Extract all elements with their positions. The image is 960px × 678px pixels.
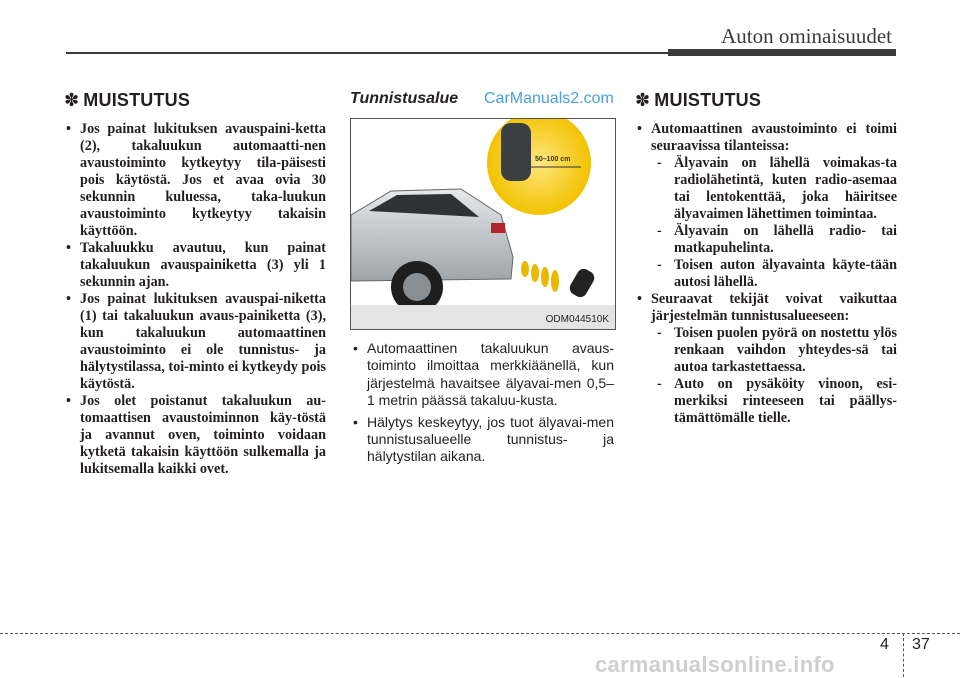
signal-waves: [521, 261, 559, 292]
sub-item: - Älyavain on lähellä voimakas-ta radiolähetintä, kuten radio-asemaa tai lentokenttää, joka häiritsee älyavaimen lähettimen toimintaa.: [651, 155, 897, 223]
sub-item: - Toisen puolen pyörä on nostettu ylös renkaan vaihdon yhteydes-sä tai autoa tarkastettaessa.: [651, 325, 897, 376]
note-list: [64, 121, 326, 478]
sub-list: [651, 325, 897, 427]
list-item: • Takaluukku avautuu, kun painat takaluukun avauspainiketta (3) yli 1 sekunnin ajan.: [64, 240, 326, 291]
list-item: • Jos painat lukituksen avauspaini-ketta (2), takaluukun automaatti-nen avaustoiminto kytkeytyy tila-päisesti pois käytöstä. Jos et avaa ovia 30 sekunnin kuluessa, taka-luukun avaustoiminto kytkeytyy takaisin käyttöön.: [64, 121, 326, 240]
list-item: • Automaattinen avaustoiminto ei toimi seuraavissa tilanteissa: - Älyavain on lähellä voimakas-ta radiolähetintä, kuten radio-asemaa tai lentokenttää, joka häiritsee älyavaimen lähettimen toimintaa. - Älyavain on lähellä radio- tai matkapuhelinta. - Toisen auton älyavainta käyte-tään autosi lähellä.: [635, 121, 897, 291]
sub-list: [651, 155, 897, 291]
column-middle: [350, 90, 615, 112]
note-symbol: ✽: [635, 90, 651, 111]
detection-list: [350, 340, 614, 470]
footer-divider: [903, 633, 904, 677]
note-heading: ✽ MUISTUTUS: [635, 90, 762, 111]
sub-item: - Auto on pysäköity vinoon, esi-merkiksi rinteeseen tai päällys-tämättömälle tielle.: [651, 376, 897, 427]
section-number: 4: [880, 636, 889, 653]
header-title: Auton ominaisuudet: [721, 24, 892, 48]
note-heading: ✽ MUISTUTUS: [64, 90, 191, 111]
tailgate-detail: [501, 123, 531, 181]
list-item: • Jos olet poistanut takaluukun au-tomaattisen avaustoiminnon käy-töstä ja avannut oven, toiminto voidaan kytketä takaisin käyttöön sulkemalla ja lukitsemalla kaikki ovet.: [64, 393, 326, 478]
tail-light: [491, 223, 505, 233]
section-heading: Tunnistusalue CarManuals2.com: [350, 90, 614, 107]
distance-label: 50–100 cm: [535, 156, 571, 163]
list-item: • Automaattinen takaluukun avaus-toiminto ilmoittaa merkkiäänellä, kun järjestelmä havaitsee älyavai-men 0,5–1 metrin päässä takaluu-kusta.: [350, 340, 614, 410]
column-right: [635, 90, 897, 427]
list-item: • Seuraavat tekijät voivat vaikuttaa järjestelmän tunnistusalueeseen: - Toisen puolen pyörä on nostettu ylös renkaan vaihdon yhteydes-sä tai autoa tarkastettaessa. - Auto on pysäköity vinoon, esi-merkiksi rinteeseen tai päällys-tämättömälle tielle.: [635, 291, 897, 427]
footer-rule: [0, 633, 960, 634]
list-item: • Hälytys keskeytyy, jos tuot älyavai-men tunnistusalueelle tunnistus- ja hälytystilan aikana.: [350, 414, 614, 466]
header-rule: [66, 52, 671, 54]
car-illustration: [351, 119, 615, 329]
watermark: CarManuals2.com: [484, 90, 614, 107]
site-watermark: carmanualsonline.info: [595, 652, 835, 677]
sub-item: - Toisen auton älyavainta käyte-tään autosi lähellä.: [651, 257, 897, 291]
sub-item: - Älyavain on lähellä radio- tai matkapuhelinta.: [651, 223, 897, 257]
detection-area-figure: [350, 118, 616, 330]
list-item: • Jos painat lukituksen avauspai-niketta (1) tai takaluukun avaus-painiketta (3), kun takaluukun automaattinen avaustoiminto ei ole tunnistus- ja hälytystilassa, toi-minto ei kytkeydy pois käytöstä.: [64, 291, 326, 393]
note-symbol: ✽: [64, 90, 80, 111]
figure-code: ODM044510K: [545, 314, 609, 325]
page-number: 37: [912, 636, 930, 653]
column-left: [64, 90, 326, 478]
smart-key: [567, 266, 597, 299]
note-list: [635, 121, 897, 427]
header-rule-thick: [668, 49, 896, 56]
